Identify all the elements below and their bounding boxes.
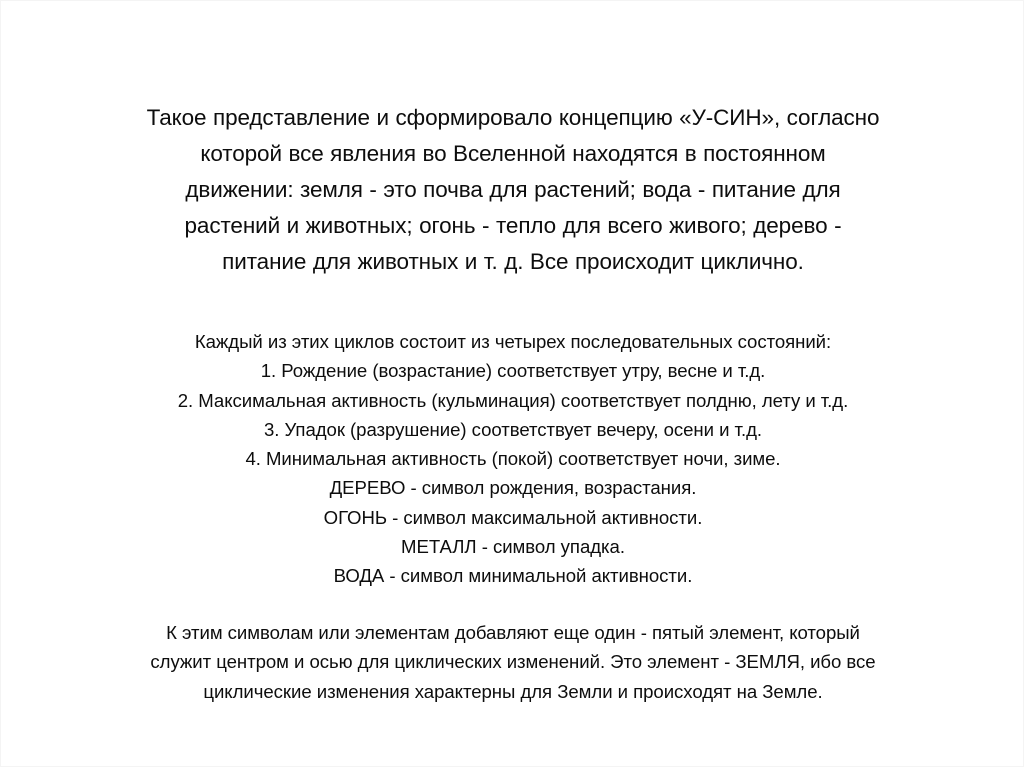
element-symbol-item: ДЕРЕВО - символ рождения, возрастания. xyxy=(329,477,697,499)
closing-line: циклические изменения характерны для Земли и происходят на Земле. xyxy=(203,680,823,702)
closing-paragraph-block xyxy=(77,618,949,706)
body-list-block xyxy=(73,327,953,591)
slide-content-area xyxy=(1,1,1024,767)
intro-line: растений и животных; огонь - тепло для всего живого; дерево - xyxy=(184,213,842,238)
closing-line: К этим символам или элементам добавляют еще один - пятый элемент, который xyxy=(166,622,860,643)
intro-line: питание для животных и т. д. Все происходит циклично. xyxy=(222,249,804,274)
cycle-state-item: 4. Минимальная активность (покой) соответствует ночи, зиме. xyxy=(245,448,781,470)
intro-line: которой все явления во Вселенной находятся в постоянном xyxy=(200,141,826,166)
element-symbol-item: ОГОНЬ - символ максимальной активности. xyxy=(323,506,703,528)
intro-paragraph-block xyxy=(81,100,945,280)
cycle-state-item: 2. Максимальная активность (кульминация) соответствует полдню, лету и т.д. xyxy=(177,389,849,411)
cycle-state-item: 1. Рождение (возрастание) соответствует утру, весне и т.д. xyxy=(260,360,766,382)
intro-line: движении: земля - это почва для растений; вода - питание для xyxy=(185,177,841,202)
element-symbol-item: МЕТАЛЛ - символ упадка. xyxy=(401,536,625,558)
closing-line: служит центром и осью для циклических изменений. Это элемент - ЗЕМЛЯ, ибо все xyxy=(150,651,876,673)
intro-line: Такое представление и сформировало концепцию «У-СИН», согласно xyxy=(146,105,880,130)
element-symbol-item: ВОДА - символ минимальной активности. xyxy=(333,565,693,587)
body-heading: Каждый из этих циклов состоит из четырех последовательных состояний: xyxy=(194,331,832,352)
cycle-state-item: 3. Упадок (разрушение) соответствует вечеру, осени и т.д. xyxy=(263,418,762,440)
